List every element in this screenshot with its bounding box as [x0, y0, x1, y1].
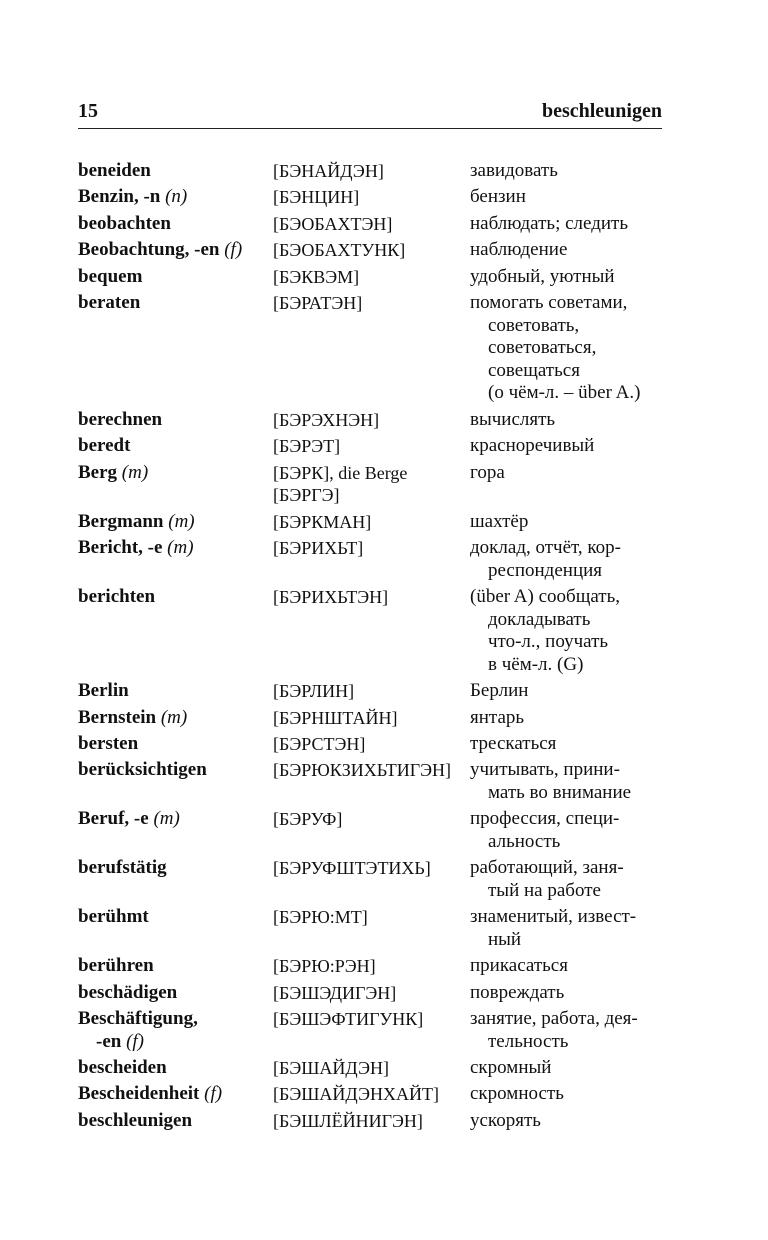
translation: [470, 435, 670, 458]
headword-text: Beschäftigung,: [78, 1008, 198, 1030]
translation-line: удобный, уютный: [470, 265, 615, 287]
pronunciation-line: [БЭРЮ:МТ]: [273, 907, 368, 928]
dictionary-entry: [78, 857, 678, 906]
headword: [78, 462, 273, 485]
headword-text: beschädigen: [78, 981, 178, 1003]
translation-line: профессия, специ-: [470, 808, 620, 830]
dictionary-entry: [78, 982, 678, 1008]
headword-text: Benzin, -n: [78, 186, 161, 208]
headword: [78, 680, 273, 703]
pronunciation: [273, 680, 470, 703]
translation: [470, 955, 670, 978]
pronunciation: [273, 982, 470, 1005]
headword-text: Bericht, -e: [78, 536, 163, 558]
translation-line: в чём-л. (G): [488, 653, 584, 675]
translation: [470, 733, 670, 756]
dictionary-entry: [78, 759, 678, 808]
headword-text: Beruf, -e: [78, 808, 149, 830]
grammar-label: (m): [160, 706, 188, 728]
pronunciation-line: [БЭШАЙДЭН]: [273, 1058, 389, 1079]
pronunciation: [273, 857, 470, 880]
pronunciation: [273, 409, 470, 432]
translation: [470, 906, 670, 951]
dictionary-entry: [78, 808, 678, 857]
translation-line: скромность: [470, 1083, 564, 1105]
header-rule: [78, 128, 662, 129]
pronunciation: [273, 955, 470, 978]
translation-line: что-л., поучать: [488, 631, 609, 653]
headword-text: bersten: [78, 732, 139, 754]
translation: [470, 707, 670, 730]
dictionary-entry: [78, 462, 678, 511]
translation-line: завидовать: [470, 160, 558, 181]
translation-line: совещаться: [488, 359, 580, 381]
pronunciation: [273, 906, 470, 929]
pronunciation-line: [БЭОБАХТЭН]: [273, 213, 393, 234]
translation-line: бензин: [470, 186, 526, 208]
headword: [78, 1057, 273, 1080]
pronunciation: [273, 733, 470, 756]
headword: [78, 586, 273, 609]
translation-line: вычислять: [470, 408, 556, 430]
dictionary-entry: [78, 1083, 678, 1109]
translation-line: Берлин: [470, 680, 529, 702]
translation: [470, 1083, 670, 1106]
translation-line: (о чём-л. – über A.): [488, 382, 641, 404]
translation-line: помогать советами,: [470, 291, 628, 313]
grammar-label: (n): [165, 186, 188, 208]
headword-text: Beobachtung, -en: [78, 239, 220, 261]
translation: [470, 239, 670, 262]
headword-text: berichten: [78, 585, 156, 607]
translation-line: янтарь: [470, 706, 525, 728]
translation: [470, 511, 670, 534]
translation: [470, 292, 670, 405]
pronunciation-line: [БЭШАЙДЭНХАЙТ]: [273, 1084, 439, 1105]
translation: [470, 982, 670, 1005]
translation: [470, 586, 670, 676]
pronunciation-line: [БЭРЮКЗИХЬТИГЭН]: [273, 760, 452, 781]
translation: [470, 160, 670, 183]
dictionary-entry: [78, 160, 678, 186]
dictionary-entry: [78, 239, 678, 265]
grammar-label: (f): [126, 1030, 145, 1052]
pronunciation: [273, 537, 470, 560]
pronunciation-line: [БЭРКМАН]: [273, 511, 372, 532]
headword-text: Berlin: [78, 680, 129, 702]
pronunciation-line: [БЭКВЭМ]: [273, 266, 360, 287]
translation: [470, 409, 670, 432]
translation-line: трескаться: [470, 732, 557, 754]
dictionary-entry: [78, 266, 678, 292]
translation: [470, 186, 670, 209]
pronunciation: [273, 292, 470, 315]
pronunciation-line: [БЭРНШТАЙН]: [273, 707, 398, 728]
headword-text: beneiden: [78, 160, 151, 181]
translation-line: наблюдать; следить: [470, 212, 629, 234]
dictionary-entry: [78, 1057, 678, 1083]
translation-line: работающий, заня-: [470, 857, 624, 879]
translation-line: тельность: [488, 1030, 569, 1052]
dictionary-entry: [78, 511, 678, 537]
headword: [78, 409, 273, 432]
pronunciation: [273, 707, 470, 730]
pronunciation: [273, 266, 470, 289]
pronunciation: [273, 1110, 470, 1133]
translation: [470, 266, 670, 289]
headword-text: beraten: [78, 291, 141, 313]
running-head: beschleunigen: [541, 100, 662, 122]
translation-line: (über A) сообщать,: [470, 585, 620, 607]
translation-line: красноречивый: [470, 435, 595, 457]
translation-line: знаменитый, извест-: [470, 906, 637, 928]
pronunciation: [273, 1008, 470, 1031]
dictionary-entry: [78, 1008, 678, 1057]
pronunciation-line: [БЭНАЙДЭН]: [273, 161, 384, 181]
headword-text: Bescheidenheit: [78, 1083, 200, 1105]
headword: [78, 707, 273, 730]
translation: [470, 537, 670, 582]
translation-line: ускорять: [470, 1109, 541, 1131]
grammar-label: (m): [121, 461, 149, 483]
pronunciation-line: [БЭРЭХНЭН]: [273, 409, 380, 430]
translation: [470, 808, 670, 853]
translation-line: мать во внимание: [488, 781, 632, 803]
headword-text: berühren: [78, 955, 154, 977]
grammar-label: (m): [168, 510, 195, 532]
translation: [470, 680, 670, 703]
translation: [470, 1110, 670, 1133]
translation: [470, 1057, 670, 1080]
pronunciation-line: [БЭНЦИН]: [273, 187, 360, 208]
translation-line: ный: [488, 928, 522, 950]
headword: [78, 511, 273, 534]
pronunciation: [273, 759, 470, 782]
headword: [78, 906, 273, 929]
pronunciation: [273, 462, 470, 507]
headword: [78, 955, 273, 978]
pronunciation: [273, 808, 470, 831]
translation-line: респонденция: [488, 559, 603, 581]
dictionary-entry: [78, 186, 678, 212]
pronunciation-line: [БЭРАТЭН]: [273, 292, 363, 313]
pronunciation-line: [БЭОБАХТУНК]: [273, 240, 406, 261]
translation-line: доклад, отчёт, кор-: [470, 536, 621, 558]
headword-text: beschleunigen: [78, 1109, 193, 1131]
pronunciation-line: [БЭРГЭ]: [273, 485, 340, 506]
headword: [78, 435, 273, 458]
dictionary-entry: [78, 955, 678, 981]
headword: [78, 537, 273, 560]
pronunciation-line: [БЭШЛЁЙНИГЭН]: [273, 1110, 423, 1131]
page-header: [78, 100, 662, 128]
dictionary-entry: [78, 1110, 678, 1136]
translation: [470, 213, 670, 236]
headword-text: Bernstein: [78, 706, 157, 728]
grammar-label: (m): [153, 808, 180, 830]
headword-text: bequem: [78, 265, 143, 287]
headword: [78, 733, 273, 756]
headword: [78, 857, 273, 880]
translation: [470, 462, 670, 485]
dictionary-entry: [78, 906, 678, 955]
pronunciation-line: [БЭРУФ]: [273, 809, 343, 830]
pronunciation: [273, 511, 470, 534]
page-number: 15: [78, 100, 98, 122]
translation-line: скромный: [470, 1057, 552, 1079]
pronunciation: [273, 1057, 470, 1080]
grammar-label: (f): [224, 239, 243, 261]
headword-continuation: -en: [96, 1030, 122, 1052]
headword-text: berühmt: [78, 906, 149, 928]
headword: [78, 759, 273, 782]
translation-line: занятие, работа, дея-: [470, 1008, 638, 1030]
pronunciation: [273, 186, 470, 209]
headword-text: berechnen: [78, 408, 163, 430]
headword: [78, 239, 273, 262]
pronunciation: [273, 239, 470, 262]
translation-line: советовать,: [488, 314, 580, 336]
dictionary-entry: [78, 292, 678, 409]
headword: [78, 982, 273, 1005]
headword: [78, 160, 273, 183]
pronunciation: [273, 1083, 470, 1106]
translation-line: прикасаться: [470, 955, 568, 977]
headword: [78, 808, 273, 831]
dictionary-entry: [78, 435, 678, 461]
pronunciation-line: [БЭРЭТ]: [273, 436, 341, 457]
dictionary-entry: [78, 586, 678, 680]
translation-line: наблюдение: [470, 239, 568, 261]
pronunciation-line: [БЭРУФШТЭТИХЬ]: [273, 858, 431, 879]
pronunciation-line: [БЭРК], die Berge: [273, 462, 408, 483]
translation: [470, 1008, 670, 1053]
headword: [78, 1083, 273, 1106]
headword: [78, 213, 273, 236]
headword-text: beredt: [78, 435, 131, 457]
dictionary-entry: [78, 409, 678, 435]
grammar-label: (m): [167, 536, 194, 558]
headword-text: berufstätig: [78, 857, 167, 879]
headword-text: berücksichtigen: [78, 759, 207, 781]
headword: [78, 1008, 273, 1053]
pronunciation-line: [БЭРЛИН]: [273, 681, 355, 702]
pronunciation-line: [БЭРИХЬТ]: [273, 537, 364, 558]
headword-text: beobachten: [78, 212, 171, 234]
pronunciation-line: [БЭРСТЭН]: [273, 733, 366, 754]
translation-line: повреждать: [470, 981, 565, 1003]
translation-line: шахтёр: [470, 510, 529, 532]
translation-line: докладывать: [488, 608, 591, 630]
headword-text: Berg: [78, 461, 118, 483]
dictionary-entry: [78, 733, 678, 759]
pronunciation-line: [БЭШЭФТИГУНК]: [273, 1009, 424, 1030]
translation-line: гора: [470, 461, 505, 483]
headword-text: Bergmann: [78, 510, 164, 532]
translation: [470, 857, 670, 902]
dictionary-entry: [78, 680, 678, 706]
pronunciation-line: [БЭРЮ:РЭН]: [273, 956, 376, 977]
translation-line: альность: [488, 830, 561, 852]
grammar-label: (f): [204, 1083, 223, 1105]
headword: [78, 292, 273, 315]
headword-text: bescheiden: [78, 1057, 167, 1079]
dictionary-entry: [78, 707, 678, 733]
headword: [78, 1110, 273, 1133]
dictionary-entry: [78, 537, 678, 586]
translation-line: учитывать, прини-: [470, 759, 620, 781]
dictionary-entry: [78, 213, 678, 239]
pronunciation-line: [БЭШЭДИГЭН]: [273, 982, 397, 1003]
pronunciation: [273, 435, 470, 458]
translation-line: советоваться,: [488, 337, 597, 359]
dictionary-entries: [78, 160, 678, 1136]
pronunciation: [273, 586, 470, 609]
translation: [470, 759, 670, 804]
headword: [78, 266, 273, 289]
pronunciation: [273, 213, 470, 236]
headword: [78, 186, 273, 209]
pronunciation-line: [БЭРИХЬТЭН]: [273, 586, 389, 607]
pronunciation: [273, 160, 470, 183]
translation-line: тый на работе: [488, 879, 601, 901]
